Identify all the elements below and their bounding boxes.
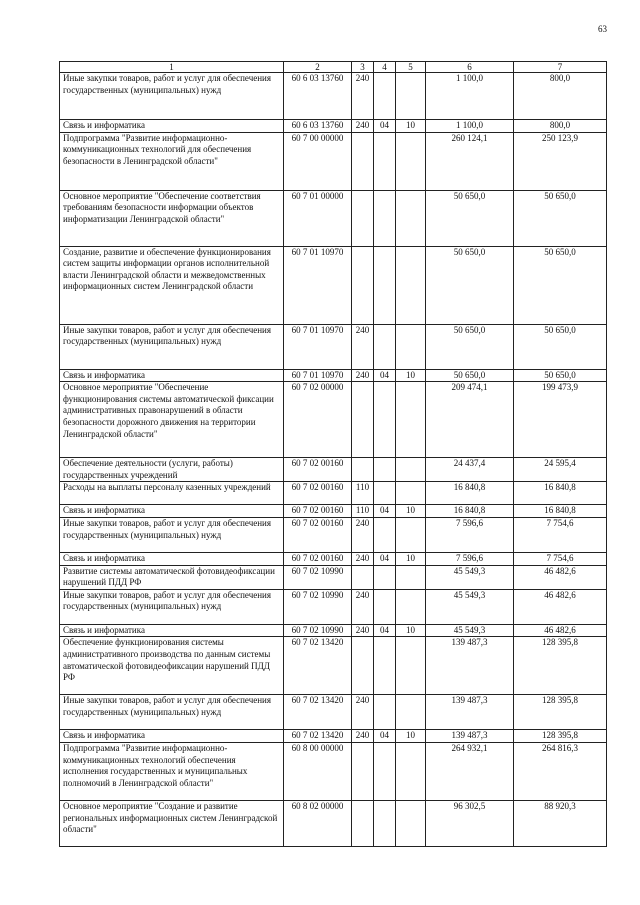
- table-row: [60, 120, 607, 133]
- row-vr-cell: [352, 382, 374, 458]
- row-name-cell: Связь и информатика: [60, 730, 284, 743]
- row-name-cell: Подпрограмма "Развитие информационно-коммуникационных технологий обеспечения исполнения государственных и муниципальных полномочий в Ленинградской области": [60, 742, 284, 800]
- row-y2-cell: 88 920,3: [514, 800, 607, 846]
- row-code-cell: 60 7 02 10990: [284, 624, 352, 637]
- row-pr-cell: [396, 482, 426, 505]
- row-rz-cell: 04: [374, 369, 396, 382]
- row-vr-cell: 240: [352, 730, 374, 743]
- row-y2-cell: 16 840,8: [514, 505, 607, 518]
- row-y1-cell: 7 596,6: [426, 517, 514, 552]
- row-name-cell: Связь и информатика: [60, 369, 284, 382]
- row-y1-cell: 45 549,3: [426, 589, 514, 624]
- row-name-cell: Основное мероприятие "Обеспечение функционирования системы автоматической фиксации административных правонарушений в области безопасности дорожного движения на территории Ленинградской области": [60, 382, 284, 458]
- row-rz-cell: [374, 695, 396, 730]
- table-row: [60, 190, 607, 246]
- row-y2-cell: 800,0: [514, 120, 607, 133]
- row-rz-cell: [374, 382, 396, 458]
- row-y1-cell: 50 650,0: [426, 324, 514, 369]
- row-vr-cell: 240: [352, 73, 374, 120]
- table-row: [60, 800, 607, 846]
- row-rz-cell: [374, 73, 396, 120]
- table-row: [60, 552, 607, 565]
- row-pr-cell: [396, 382, 426, 458]
- row-rz-cell: [374, 190, 396, 246]
- row-rz-cell: [374, 482, 396, 505]
- row-pr-cell: [396, 589, 426, 624]
- row-y1-cell: 16 840,8: [426, 482, 514, 505]
- row-pr-cell: [396, 800, 426, 846]
- row-name-cell: Обеспечение функционирования системы административного производства по данным системы автоматической фотовидеофиксации нарушений ПДД РФ: [60, 637, 284, 695]
- row-y2-cell: 128 395,8: [514, 695, 607, 730]
- row-y1-cell: 264 932,1: [426, 742, 514, 800]
- row-vr-cell: [352, 458, 374, 482]
- row-y1-cell: 139 487,3: [426, 637, 514, 695]
- row-vr-cell: 240: [352, 120, 374, 133]
- row-name-cell: Иные закупки товаров, работ и услуг для обеспечения государственных (муниципальных) нужд: [60, 589, 284, 624]
- row-y2-cell: 128 395,8: [514, 730, 607, 743]
- row-y1-cell: 96 302,5: [426, 800, 514, 846]
- row-y1-cell: 16 840,8: [426, 505, 514, 518]
- row-pr-cell: [396, 565, 426, 589]
- table-row: [60, 565, 607, 589]
- table-row: [60, 246, 607, 324]
- header-cell: 5: [396, 62, 426, 73]
- row-name-cell: Создание, развитие и обеспечение функционирования систем защиты информации органов исполнительной власти Ленинградской области и межведомственных информационных систем Ленинградской области: [60, 246, 284, 324]
- row-pr-cell: 10: [396, 624, 426, 637]
- header-cell: 7: [514, 62, 607, 73]
- row-code-cell: 60 7 01 10970: [284, 246, 352, 324]
- row-pr-cell: [396, 324, 426, 369]
- row-code-cell: 60 7 02 00160: [284, 482, 352, 505]
- header-cell: 4: [374, 62, 396, 73]
- row-y2-cell: 46 482,6: [514, 589, 607, 624]
- row-y1-cell: 7 596,6: [426, 552, 514, 565]
- header-cell: 1: [60, 62, 284, 73]
- row-name-cell: Связь и информатика: [60, 552, 284, 565]
- row-pr-cell: [396, 517, 426, 552]
- row-vr-cell: [352, 190, 374, 246]
- row-vr-cell: [352, 132, 374, 190]
- table-row: [60, 624, 607, 637]
- row-vr-cell: [352, 800, 374, 846]
- row-name-cell: Связь и информатика: [60, 120, 284, 133]
- row-code-cell: 60 7 02 13420: [284, 695, 352, 730]
- row-code-cell: 60 7 01 10970: [284, 369, 352, 382]
- table-row: [60, 458, 607, 482]
- row-vr-cell: 240: [352, 589, 374, 624]
- row-y2-cell: 50 650,0: [514, 369, 607, 382]
- table-row: [60, 73, 607, 120]
- row-name-cell: Основное мероприятие "Создание и развитие региональных информационных систем Ленинградской области": [60, 800, 284, 846]
- row-name-cell: Развитие системы автоматической фотовидеофиксации нарушений ПДД РФ: [60, 565, 284, 589]
- row-code-cell: 60 7 00 00000: [284, 132, 352, 190]
- row-y2-cell: 50 650,0: [514, 246, 607, 324]
- row-rz-cell: [374, 565, 396, 589]
- row-rz-cell: [374, 246, 396, 324]
- row-pr-cell: [396, 73, 426, 120]
- row-rz-cell: 04: [374, 120, 396, 133]
- table-row: [60, 132, 607, 190]
- row-rz-cell: [374, 517, 396, 552]
- row-vr-cell: 240: [352, 624, 374, 637]
- row-y2-cell: 46 482,6: [514, 565, 607, 589]
- row-y2-cell: 7 754,6: [514, 552, 607, 565]
- table-row: [60, 382, 607, 458]
- row-y1-cell: 139 487,3: [426, 695, 514, 730]
- row-pr-cell: 10: [396, 730, 426, 743]
- row-rz-cell: [374, 132, 396, 190]
- row-vr-cell: [352, 565, 374, 589]
- row-y2-cell: 199 473,9: [514, 382, 607, 458]
- row-code-cell: 60 7 02 00160: [284, 458, 352, 482]
- header-cell: 3: [352, 62, 374, 73]
- table-row: [60, 369, 607, 382]
- row-vr-cell: 240: [352, 517, 374, 552]
- row-rz-cell: [374, 324, 396, 369]
- table-row: [60, 505, 607, 518]
- row-y1-cell: 50 650,0: [426, 246, 514, 324]
- table-header-row: [60, 62, 607, 73]
- row-code-cell: 60 7 02 00160: [284, 517, 352, 552]
- row-pr-cell: 10: [396, 369, 426, 382]
- row-vr-cell: 110: [352, 505, 374, 518]
- row-name-cell: Связь и информатика: [60, 505, 284, 518]
- row-name-cell: Иные закупки товаров, работ и услуг для обеспечения государственных (муниципальных) нужд: [60, 695, 284, 730]
- row-y2-cell: 800,0: [514, 73, 607, 120]
- row-y1-cell: 260 124,1: [426, 132, 514, 190]
- row-pr-cell: [396, 190, 426, 246]
- table-row: [60, 324, 607, 369]
- row-code-cell: 60 7 02 00000: [284, 382, 352, 458]
- row-name-cell: Основное мероприятие "Обеспечение соответствия требованиям безопасности информации объектов информатизации Ленинградской области": [60, 190, 284, 246]
- row-vr-cell: [352, 637, 374, 695]
- table-row: [60, 517, 607, 552]
- row-rz-cell: [374, 589, 396, 624]
- row-code-cell: 60 7 02 10990: [284, 565, 352, 589]
- row-y1-cell: 1 100,0: [426, 120, 514, 133]
- row-rz-cell: [374, 742, 396, 800]
- row-y1-cell: 139 487,3: [426, 730, 514, 743]
- row-name-cell: Иные закупки товаров, работ и услуг для обеспечения государственных (муниципальных) нужд: [60, 324, 284, 369]
- row-y1-cell: 45 549,3: [426, 565, 514, 589]
- row-vr-cell: 240: [352, 369, 374, 382]
- row-pr-cell: [396, 458, 426, 482]
- row-y2-cell: 46 482,6: [514, 624, 607, 637]
- row-vr-cell: 110: [352, 482, 374, 505]
- row-code-cell: 60 8 00 00000: [284, 742, 352, 800]
- header-cell: 6: [426, 62, 514, 73]
- table-row: [60, 589, 607, 624]
- row-name-cell: Расходы на выплаты персоналу казенных учреждений: [60, 482, 284, 505]
- row-code-cell: 60 6 03 13760: [284, 73, 352, 120]
- row-code-cell: 60 6 03 13760: [284, 120, 352, 133]
- row-pr-cell: [396, 742, 426, 800]
- row-pr-cell: [396, 637, 426, 695]
- row-y2-cell: 7 754,6: [514, 517, 607, 552]
- row-rz-cell: 04: [374, 505, 396, 518]
- row-rz-cell: [374, 637, 396, 695]
- row-pr-cell: 10: [396, 120, 426, 133]
- row-rz-cell: 04: [374, 552, 396, 565]
- row-pr-cell: 10: [396, 552, 426, 565]
- row-code-cell: 60 7 01 00000: [284, 190, 352, 246]
- row-name-cell: Обеспечение деятельности (услуги, работы) государственных учреждений: [60, 458, 284, 482]
- row-y1-cell: 50 650,0: [426, 369, 514, 382]
- row-vr-cell: 240: [352, 324, 374, 369]
- header-cell: 2: [284, 62, 352, 73]
- row-y1-cell: 45 549,3: [426, 624, 514, 637]
- row-code-cell: 60 7 01 10970: [284, 324, 352, 369]
- table-row: [60, 730, 607, 743]
- row-name-cell: Подпрограмма "Развитие информационно-коммуникационных технологий для обеспечения безопасности в Ленинградской области": [60, 132, 284, 190]
- row-y1-cell: 209 474,1: [426, 382, 514, 458]
- row-code-cell: 60 7 02 00160: [284, 505, 352, 518]
- row-y2-cell: 16 840,8: [514, 482, 607, 505]
- budget-table: [59, 61, 607, 847]
- row-pr-cell: [396, 695, 426, 730]
- row-name-cell: Иные закупки товаров, работ и услуг для обеспечения государственных (муниципальных) нужд: [60, 517, 284, 552]
- row-pr-cell: [396, 132, 426, 190]
- row-code-cell: 60 8 02 00000: [284, 800, 352, 846]
- table-row: [60, 695, 607, 730]
- row-vr-cell: 240: [352, 552, 374, 565]
- row-name-cell: Иные закупки товаров, работ и услуг для обеспечения государственных (муниципальных) нужд: [60, 73, 284, 120]
- row-pr-cell: [396, 246, 426, 324]
- row-y1-cell: 50 650,0: [426, 190, 514, 246]
- row-y2-cell: 50 650,0: [514, 190, 607, 246]
- row-y2-cell: 264 816,3: [514, 742, 607, 800]
- row-y2-cell: 128 395,8: [514, 637, 607, 695]
- row-vr-cell: [352, 246, 374, 324]
- row-rz-cell: 04: [374, 624, 396, 637]
- row-vr-cell: [352, 742, 374, 800]
- row-code-cell: 60 7 02 13420: [284, 637, 352, 695]
- row-vr-cell: 240: [352, 695, 374, 730]
- row-y1-cell: 24 437,4: [426, 458, 514, 482]
- row-code-cell: 60 7 02 13420: [284, 730, 352, 743]
- row-rz-cell: [374, 458, 396, 482]
- row-name-cell: Связь и информатика: [60, 624, 284, 637]
- row-y2-cell: 24 595,4: [514, 458, 607, 482]
- row-pr-cell: 10: [396, 505, 426, 518]
- row-y2-cell: 50 650,0: [514, 324, 607, 369]
- table-row: [60, 742, 607, 800]
- row-code-cell: 60 7 02 10990: [284, 589, 352, 624]
- row-code-cell: 60 7 02 00160: [284, 552, 352, 565]
- table-row: [60, 482, 607, 505]
- row-y1-cell: 1 100,0: [426, 73, 514, 120]
- page-number: 63: [598, 24, 607, 34]
- row-rz-cell: 04: [374, 730, 396, 743]
- table-row: [60, 637, 607, 695]
- row-rz-cell: [374, 800, 396, 846]
- row-y2-cell: 250 123,9: [514, 132, 607, 190]
